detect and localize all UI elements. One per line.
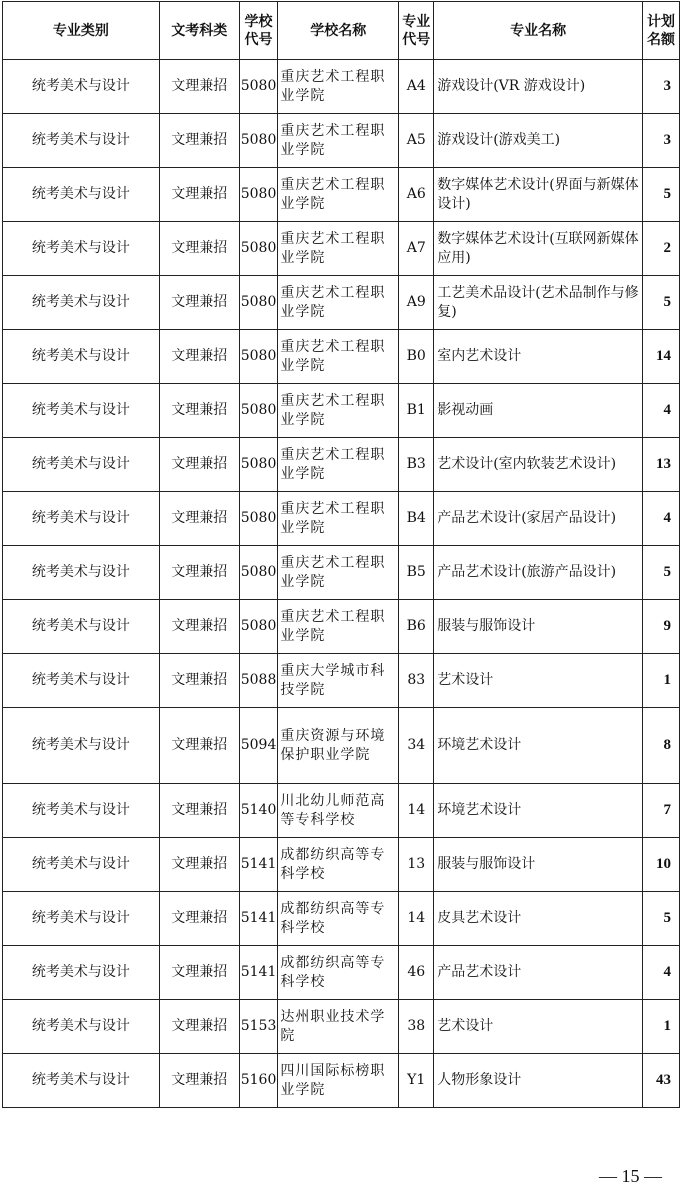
cell-school-code: 5080 [239,330,278,384]
cell-quota: 5 [642,892,679,946]
table-row [3,60,680,114]
table-row [3,784,680,838]
cell-category: 统考美术与设计 [3,492,160,546]
cell-major-code: 83 [399,654,434,708]
cell-school-name: 重庆艺术工程职业学院 [278,114,399,168]
cell-subject: 文理兼招 [159,600,239,654]
table-row [3,384,680,438]
cell-major-name: 产品艺术设计 [434,946,643,1000]
cell-major-name: 数字媒体艺术设计(界面与新媒体设计) [434,168,643,222]
header-category: 专业类别 [3,2,160,60]
cell-school-name: 重庆艺术工程职业学院 [278,384,399,438]
cell-quota: 9 [642,600,679,654]
cell-subject: 文理兼招 [159,438,239,492]
cell-major-name: 工艺美术品设计(艺术品制作与修复) [434,276,643,330]
cell-school-name: 达州职业技术学院 [278,1000,399,1054]
cell-subject: 文理兼招 [159,708,239,784]
cell-school-name: 川北幼儿师范高等专科学校 [278,784,399,838]
cell-school-code: 5160 [239,1054,278,1108]
cell-quota: 3 [642,114,679,168]
cell-category: 统考美术与设计 [3,892,160,946]
header-school-code: 学校代号 [239,2,278,60]
cell-school-name: 重庆艺术工程职业学院 [278,492,399,546]
cell-quota: 4 [642,492,679,546]
cell-school-name: 成都纺织高等专科学校 [278,946,399,1000]
cell-subject: 文理兼招 [159,60,239,114]
table-row [3,168,680,222]
table-row [3,330,680,384]
cell-quota: 7 [642,784,679,838]
cell-quota: 5 [642,546,679,600]
cell-category: 统考美术与设计 [3,546,160,600]
cell-school-name: 重庆艺术工程职业学院 [278,546,399,600]
admission-plan-table [2,1,680,1108]
cell-major-name: 皮具艺术设计 [434,892,643,946]
header-major-name: 专业名称 [434,2,643,60]
cell-quota: 8 [642,708,679,784]
cell-major-code: 38 [399,1000,434,1054]
cell-school-name: 成都纺织高等专科学校 [278,838,399,892]
cell-school-name: 重庆艺术工程职业学院 [278,222,399,276]
table-row [3,222,680,276]
cell-major-code: B4 [399,492,434,546]
header-major-code: 专业代号 [399,2,434,60]
cell-quota: 4 [642,946,679,1000]
cell-subject: 文理兼招 [159,784,239,838]
cell-major-code: A7 [399,222,434,276]
cell-major-code: 46 [399,946,434,1000]
cell-category: 统考美术与设计 [3,168,160,222]
cell-major-code: 34 [399,708,434,784]
cell-school-code: 5080 [239,384,278,438]
cell-school-code: 5080 [239,546,278,600]
table-row [3,708,680,784]
cell-subject: 文理兼招 [159,492,239,546]
cell-major-code: B6 [399,600,434,654]
cell-quota: 43 [642,1054,679,1108]
table-row [3,838,680,892]
header-subject: 文考科类 [159,2,239,60]
cell-quota: 5 [642,168,679,222]
cell-major-code: B3 [399,438,434,492]
cell-category: 统考美术与设计 [3,600,160,654]
table-row [3,892,680,946]
cell-category: 统考美术与设计 [3,708,160,784]
cell-school-code: 5088 [239,654,278,708]
cell-category: 统考美术与设计 [3,946,160,1000]
cell-subject: 文理兼招 [159,838,239,892]
cell-subject: 文理兼招 [159,222,239,276]
cell-subject: 文理兼招 [159,892,239,946]
table-row [3,276,680,330]
cell-school-code: 5080 [239,492,278,546]
table-row [3,1000,680,1054]
cell-quota: 1 [642,1000,679,1054]
cell-school-name: 重庆艺术工程职业学院 [278,168,399,222]
cell-school-code: 5080 [239,114,278,168]
cell-school-name: 四川国际标榜职业学院 [278,1054,399,1108]
cell-major-name: 环境艺术设计 [434,784,643,838]
cell-subject: 文理兼招 [159,946,239,1000]
cell-quota: 3 [642,60,679,114]
cell-subject: 文理兼招 [159,1054,239,1108]
cell-major-name: 艺术设计 [434,1000,643,1054]
cell-subject: 文理兼招 [159,654,239,708]
cell-category: 统考美术与设计 [3,384,160,438]
cell-school-name: 重庆艺术工程职业学院 [278,276,399,330]
cell-major-code: B5 [399,546,434,600]
table-row [3,946,680,1000]
cell-school-code: 5094 [239,708,278,784]
cell-school-name: 重庆艺术工程职业学院 [278,438,399,492]
cell-major-name: 数字媒体艺术设计(互联网新媒体应用) [434,222,643,276]
cell-major-code: B0 [399,330,434,384]
cell-school-code: 5080 [239,60,278,114]
table-row [3,492,680,546]
cell-major-code: A9 [399,276,434,330]
cell-major-name: 游戏设计(VR 游戏设计) [434,60,643,114]
cell-major-name: 服装与服饰设计 [434,838,643,892]
cell-school-code: 5141 [239,838,278,892]
cell-major-name: 产品艺术设计(旅游产品设计) [434,546,643,600]
cell-category: 统考美术与设计 [3,60,160,114]
cell-school-name: 成都纺织高等专科学校 [278,892,399,946]
cell-major-code: Y1 [399,1054,434,1108]
cell-quota: 10 [642,838,679,892]
cell-school-name: 重庆资源与环境保护职业学院 [278,708,399,784]
cell-major-name: 人物形象设计 [434,1054,643,1108]
cell-major-name: 服装与服饰设计 [434,600,643,654]
cell-major-code: 14 [399,784,434,838]
table-row [3,600,680,654]
page-number: — 15 — [599,1166,662,1186]
table-row [3,114,680,168]
cell-major-name: 环境艺术设计 [434,708,643,784]
cell-major-code: 13 [399,838,434,892]
cell-major-code: A4 [399,60,434,114]
cell-school-code: 5141 [239,946,278,1000]
cell-school-name: 重庆艺术工程职业学院 [278,60,399,114]
cell-subject: 文理兼招 [159,384,239,438]
cell-quota: 1 [642,654,679,708]
cell-category: 统考美术与设计 [3,784,160,838]
cell-school-code: 5080 [239,276,278,330]
cell-school-name: 重庆艺术工程职业学院 [278,330,399,384]
cell-school-code: 5153 [239,1000,278,1054]
cell-quota: 14 [642,330,679,384]
cell-major-name: 产品艺术设计(家居产品设计) [434,492,643,546]
cell-major-name: 艺术设计(室内软装艺术设计) [434,438,643,492]
cell-major-code: A5 [399,114,434,168]
header-school-name: 学校名称 [278,2,399,60]
cell-quota: 2 [642,222,679,276]
cell-quota: 4 [642,384,679,438]
cell-subject: 文理兼招 [159,546,239,600]
cell-category: 统考美术与设计 [3,1000,160,1054]
cell-school-name: 重庆大学城市科技学院 [278,654,399,708]
cell-major-name: 影视动画 [434,384,643,438]
cell-major-name: 艺术设计 [434,654,643,708]
cell-school-code: 5140 [239,784,278,838]
cell-school-code: 5141 [239,892,278,946]
cell-major-code: 14 [399,892,434,946]
cell-category: 统考美术与设计 [3,114,160,168]
cell-school-name: 重庆艺术工程职业学院 [278,600,399,654]
cell-category: 统考美术与设计 [3,276,160,330]
header-quota: 计划名额 [642,2,679,60]
cell-major-name: 游戏设计(游戏美工) [434,114,643,168]
cell-school-code: 5080 [239,600,278,654]
cell-category: 统考美术与设计 [3,654,160,708]
cell-category: 统考美术与设计 [3,1054,160,1108]
cell-subject: 文理兼招 [159,1000,239,1054]
table-header-row [3,2,680,60]
cell-category: 统考美术与设计 [3,330,160,384]
cell-quota: 13 [642,438,679,492]
table-row [3,438,680,492]
cell-major-code: A6 [399,168,434,222]
cell-subject: 文理兼招 [159,330,239,384]
cell-category: 统考美术与设计 [3,438,160,492]
cell-school-code: 5080 [239,168,278,222]
cell-category: 统考美术与设计 [3,222,160,276]
cell-school-code: 5080 [239,222,278,276]
cell-school-code: 5080 [239,438,278,492]
cell-subject: 文理兼招 [159,114,239,168]
cell-subject: 文理兼招 [159,168,239,222]
cell-quota: 5 [642,276,679,330]
cell-major-code: B1 [399,384,434,438]
table-row [3,546,680,600]
cell-category: 统考美术与设计 [3,838,160,892]
table-row [3,1054,680,1108]
table-row [3,654,680,708]
cell-subject: 文理兼招 [159,276,239,330]
cell-major-name: 室内艺术设计 [434,330,643,384]
